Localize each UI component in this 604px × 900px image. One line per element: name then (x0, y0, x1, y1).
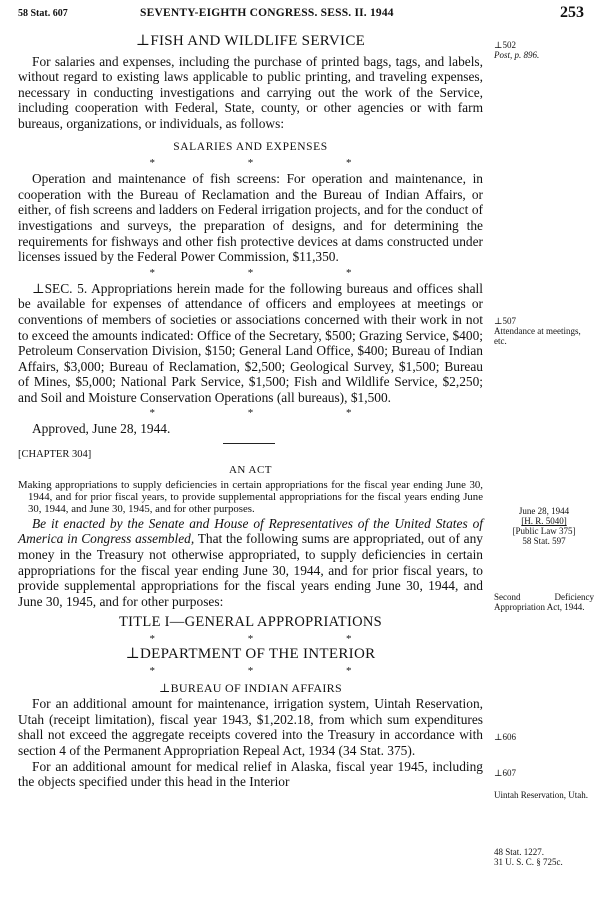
chapter-row (18, 447, 483, 465)
margin-ref-507: ⊥507 (494, 316, 516, 326)
margin-usc-citation: 31 U. S. C. § 725c. (494, 857, 563, 867)
header-congress-session: SEVENTY-EIGHTH CONGRESS. SESS. II. 1944 (140, 7, 394, 19)
ellipsis-stars: * * * (149, 664, 352, 677)
act-summary: Making appropriations to supply deficiencies in certain appropriations for the fiscal year ending June 30, 1944, and for prior fiscal years, to provide supplemental appropriations for the fiscal years ending June 30, 1944, and June 30, 1945, and for other purposes. (18, 478, 483, 516)
salaries-expenses-heading: SALARIES AND EXPENSES (173, 140, 328, 153)
header-stat-reference: 58 Stat. 607 (18, 8, 68, 19)
margin-ref-607: ⊥607 (494, 768, 516, 778)
margin-public-law: [Public Law 375] (512, 526, 576, 536)
margin-stat-597: 58 Stat. 597 (522, 536, 566, 546)
margin-ref-502: ⊥502 (494, 40, 516, 50)
margin-act-date: June 28, 1944 (518, 506, 570, 516)
fish-screens-paragraph: Operation and maintenance of fish screens: For operation and maintenance, in cooperation with the Bureau of Reclamation and the Bureau of Indian Affairs, or either, of fish screens and ladders on Federal irrigation projects, and for the conduct of investigations and surveys, the preparation of designs, and for determining the requirements for fishways and other fish protective devices at dams constructed under licenses issued by the Federal Power Commission, $11,350. (18, 171, 483, 265)
margin-note-502 (494, 40, 594, 60)
enacting-clause (18, 516, 483, 610)
alaska-paragraph: For an additional amount for medical relief in Alaska, fiscal year 1945, including the objects specified under this head in the Interior (18, 758, 483, 790)
margin-ref-606: ⊥606 (494, 732, 516, 742)
margin-post-reference: Post, p. 896. (494, 50, 540, 60)
an-act-heading: AN ACT (228, 464, 273, 477)
section-5-paragraph: ⊥SEC. 5. Appropriations herein made for the following bureaus and offices shall be available for expenses of attendance of officers and employees at meetings or conventions of members of societies or associations concerned with their work in not to exceed the amounts indicated: Office of the Secretary, $500; Grazing Service, $400; Petroleum Conservation Division, $150; General Land Office, $400; Bureau of Indian Affairs, $3,000; Bureau of Reclamation, $2,500; Geological Survey, $1,500; Bureau of Mines, $5,000; National Park Service, $1,500; Fish and Wildlife Service, $2,250; and Soil and Moisture Conservation Operations (all bureaus), $1,500. (18, 280, 483, 405)
department-interior-heading: ⊥DEPARTMENT OF THE INTERIOR (125, 646, 376, 663)
bureau-indian-affairs-heading: ⊥BUREAU OF INDIAN AFFAIRS (159, 680, 342, 695)
separator-rule (223, 443, 275, 444)
margin-statute-citation (494, 847, 594, 867)
approved-date: Approved, June 28, 1944. (32, 421, 171, 437)
page-number: 253 (560, 4, 584, 21)
margin-second-deficiency: Second Deficiency Appropriation Act, 1944. (494, 592, 594, 612)
margin-uintah-note: Uintah Reservation, Utah. (494, 790, 588, 800)
margin-attendance-note: Attendance at meetings, etc. (494, 326, 581, 346)
enacting-clause-italic: Be it enacted by the Senate and House of Representatives of the United States of America in Congress assembled, (18, 515, 483, 547)
ellipsis-stars: * * * (149, 266, 352, 279)
margin-house-bill: [H. R. 5040] (521, 516, 567, 526)
ellipsis-stars: * * * (149, 633, 352, 646)
ellipsis-stars: * * * (149, 407, 352, 420)
fish-wildlife-heading: ⊥FISH AND WILDLIFE SERVICE (135, 33, 366, 49)
margin-stat-1227: 48 Stat. 1227. (494, 847, 545, 857)
margin-note-507 (494, 316, 594, 346)
enacting-clause-text: That the following sums are appropriated, out of any money in the Treasury not otherwise appropriated, to supply deficiencies in certain appropriations for the fiscal year ending June 30, 1944, and for prior fiscal years, to provide supplemental appropriations for the fiscal years ending June 30, 1944, and June 30, 1945, and for other purposes: (18, 531, 483, 609)
title-1-heading: TITLE I—GENERAL APPROPRIATIONS (118, 614, 383, 631)
chapter-label: [CHAPTER 304] (18, 449, 92, 461)
fish-intro-paragraph: For salaries and expenses, including the purchase of printed bags, tags, and labels, without regard to existing laws applicable to public printing, and traveling expenses, necessary in conducting investigations and carrying out the work of the Service, including cooperation with Federal, State, county, or other agencies or with farm bureaus, organizations, or individuals, as follows: (18, 53, 483, 131)
main-text-column (18, 34, 483, 790)
ellipsis-stars: * * * (149, 157, 352, 170)
margin-act-info (494, 506, 594, 546)
uintah-paragraph: For an additional amount for maintenance, irrigation system, Uintah Reservation, Utah (receipt limitation), fiscal year 1943, $1,202.18, from which sum expenditures shall not exceed the aggregate receipts covered into the Treasury in accordance with section 4 of the Permanent Appropriation Repeal Act, 1934 (34 Stat. 375). (18, 696, 483, 758)
